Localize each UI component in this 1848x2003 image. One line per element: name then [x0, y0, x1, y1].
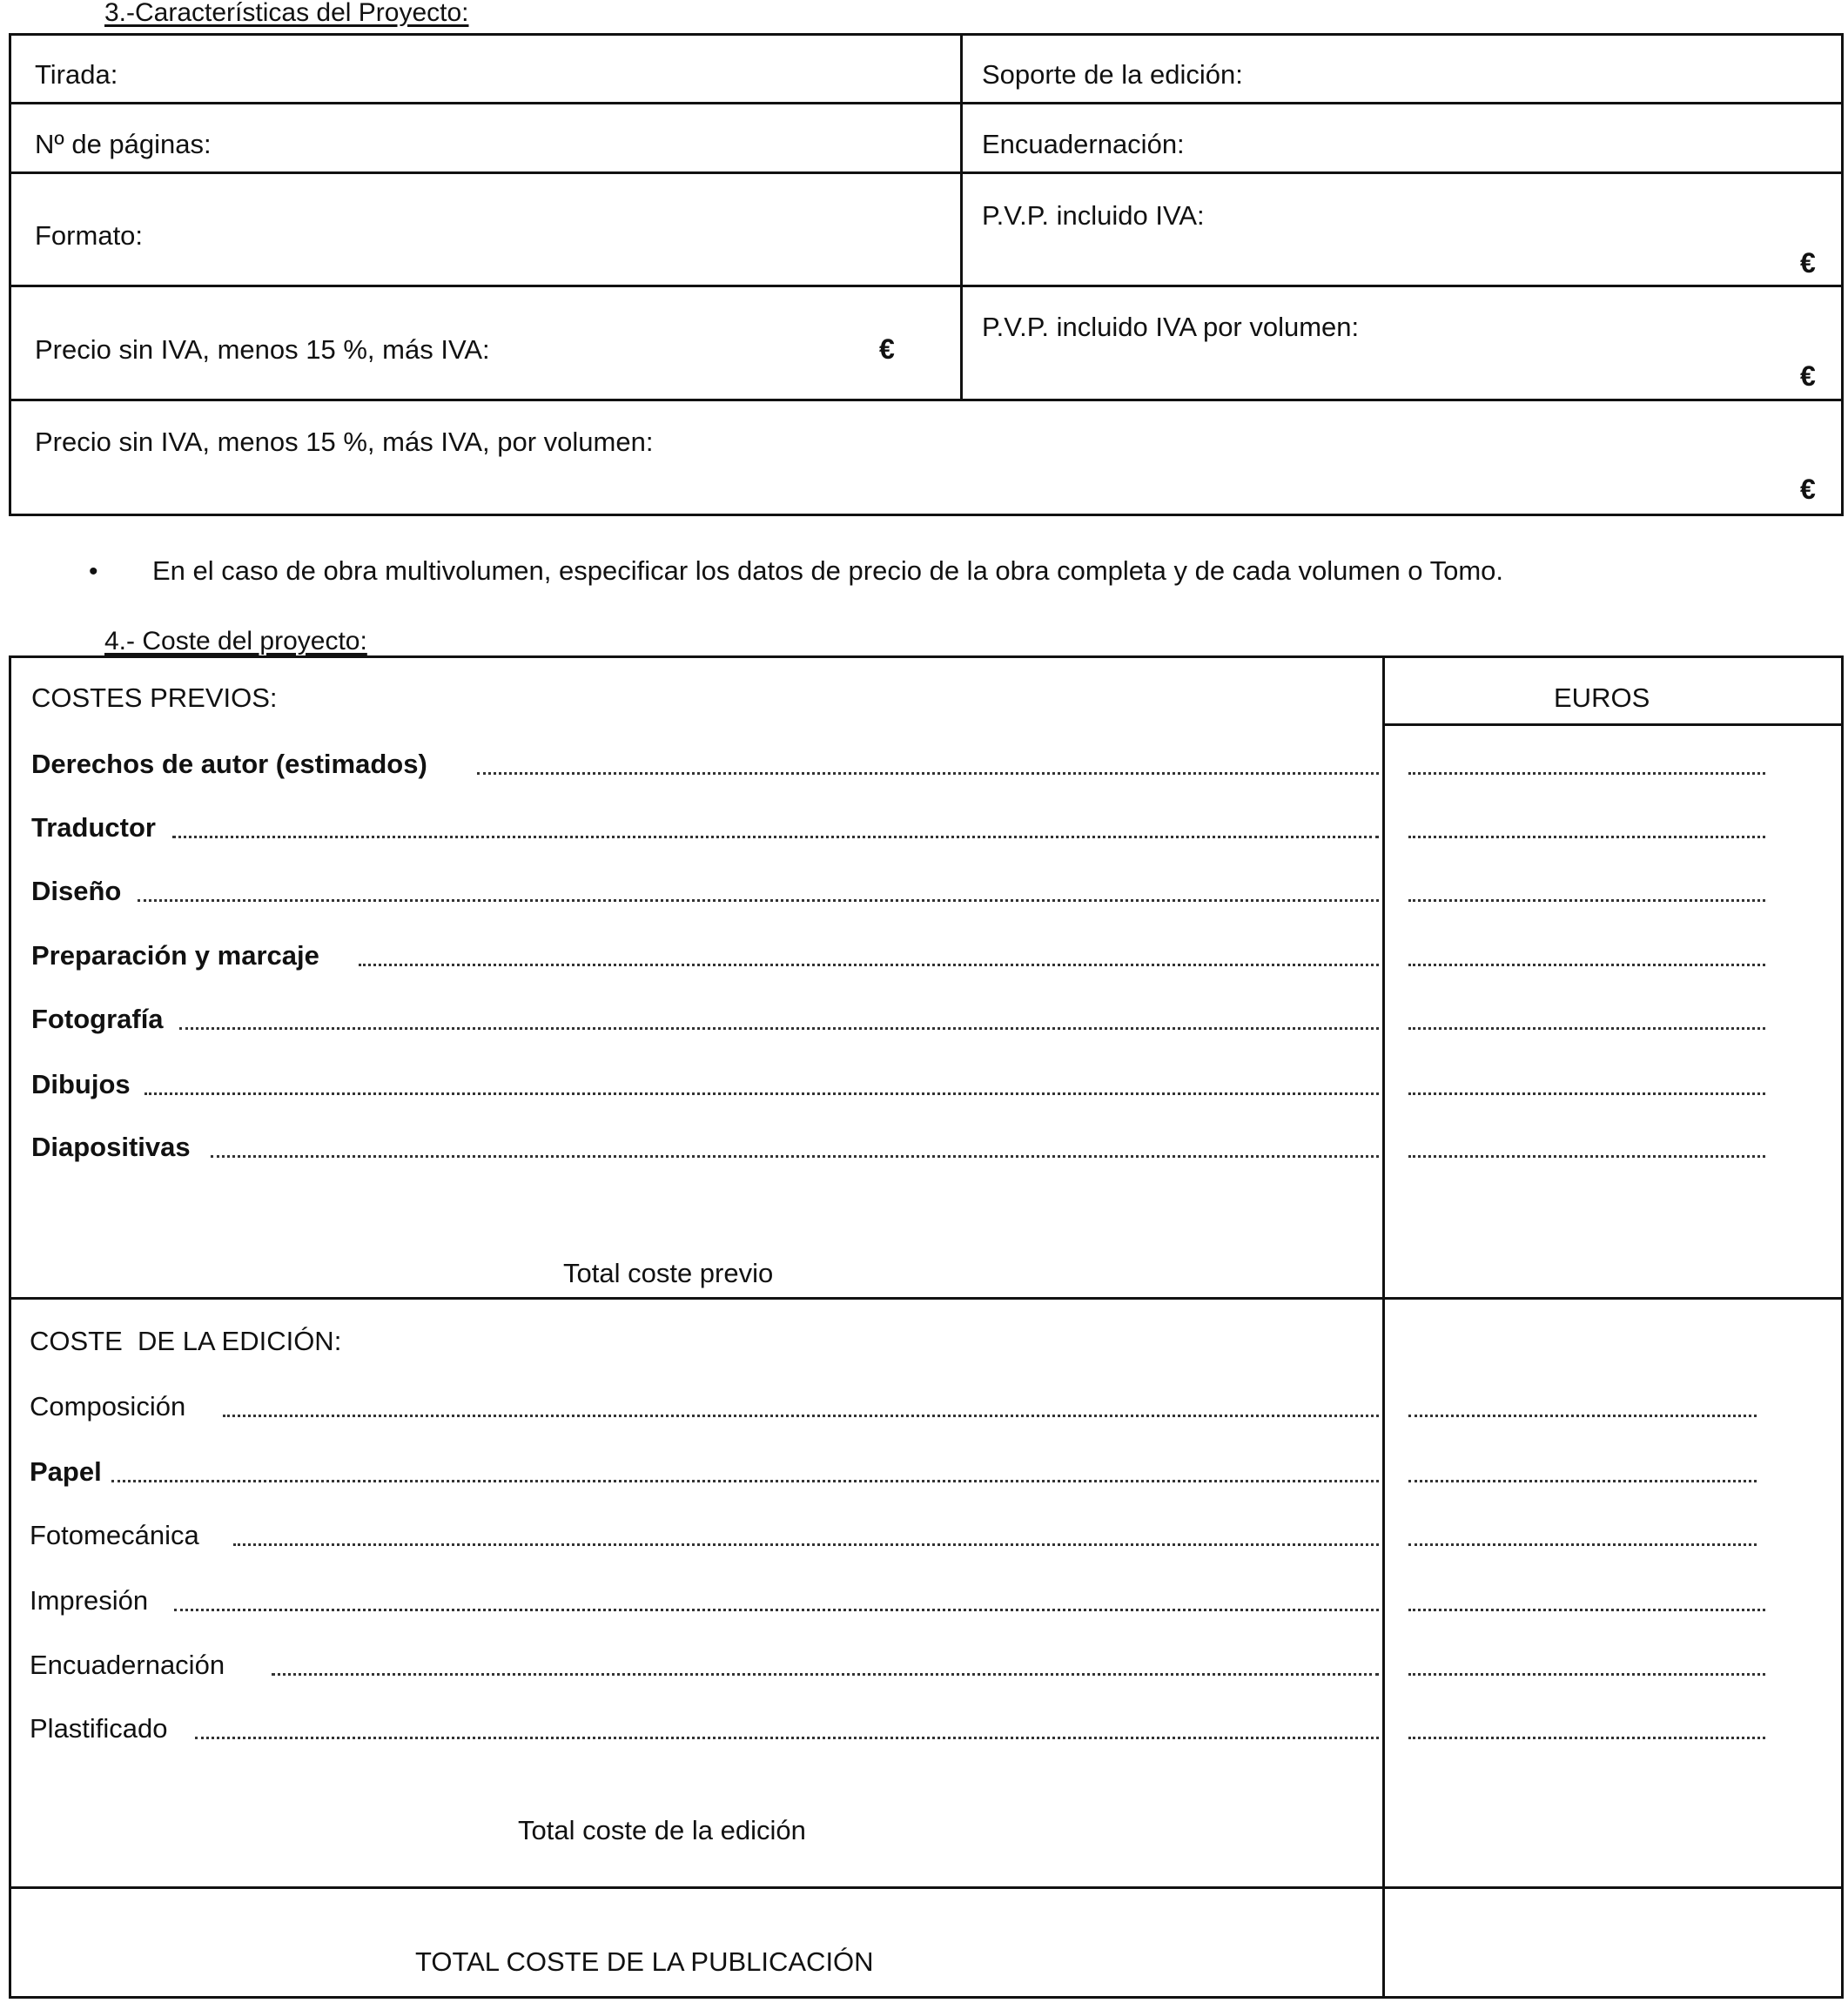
edition-item-composicion-leader [223, 1415, 1379, 1417]
row-line-3 [9, 285, 1844, 287]
cost-item-diapositivas-leader [211, 1155, 1379, 1158]
total-coste-edicion: Total coste de la edición [518, 1815, 806, 1845]
edition-item-composicion-euro-field[interactable] [1408, 1415, 1757, 1417]
soporte-label: Soporte de la edición: [982, 59, 1243, 90]
edition-item-fotomecanica: Fotomecánica [30, 1520, 199, 1550]
cost-table-divider [1382, 655, 1385, 1999]
cost-item-derechos: Derechos de autor (estimados) [31, 749, 427, 779]
cost-item-fotografia-leader [179, 1027, 1379, 1030]
paginas-label: Nº de páginas: [35, 129, 212, 159]
multivolume-note: En el caso de obra multivolumen, especificar los datos de precio de la obra completa y de cada volumen o Tomo. [152, 555, 1504, 586]
edition-item-fotomecanica-leader [233, 1543, 1379, 1546]
precio-euro: € [879, 333, 895, 365]
row-line-1 [9, 102, 1844, 104]
euros-header: EUROS [1554, 682, 1650, 713]
pvp-volumen-euro: € [1800, 360, 1816, 392]
row-line-2 [9, 171, 1844, 174]
total-coste-publicacion: TOTAL COSTE DE LA PUBLICACIÓN [415, 1946, 874, 1977]
encuadernacion-label: Encuadernación: [982, 129, 1185, 159]
pvp-volumen-label: P.V.P. incluido IVA por volumen: [982, 312, 1360, 342]
cost-item-traductor-euro-field[interactable] [1408, 836, 1765, 838]
costes-previos-heading: COSTES PREVIOS: [31, 682, 278, 713]
cost-item-diseno-leader [138, 899, 1379, 902]
cost-item-derechos-leader [477, 772, 1379, 775]
edition-item-fotomecanica-euro-field[interactable] [1408, 1543, 1757, 1546]
edition-item-papel-euro-field[interactable] [1408, 1480, 1757, 1482]
cost-item-derechos-euro-field[interactable] [1408, 772, 1765, 775]
row-line-4 [9, 399, 1844, 401]
cost-item-dibujos-leader [144, 1092, 1379, 1095]
pvp-label: P.V.P. incluido IVA: [982, 200, 1205, 231]
edition-item-plastificado: Plastificado [30, 1713, 168, 1744]
cost-item-fotografia: Fotografía [31, 1004, 164, 1034]
edition-item-impresion-leader [174, 1609, 1379, 1611]
pvp-euro: € [1800, 247, 1816, 279]
costes-previos-bottom-line [9, 1297, 1844, 1300]
cost-item-dibujos-euro-field[interactable] [1408, 1092, 1765, 1095]
coste-edicion-heading: COSTE DE LA EDICIÓN: [30, 1326, 342, 1356]
characteristics-divider [960, 33, 963, 401]
precio-label: Precio sin IVA, menos 15 %, más IVA: [35, 334, 490, 365]
cost-item-dibujos: Dibujos [31, 1069, 131, 1099]
formato-label: Formato: [35, 220, 144, 251]
edition-item-encuadernacion-leader [272, 1673, 1379, 1676]
coste-edicion-bottom-line [9, 1886, 1844, 1889]
edition-item-plastificado-euro-field[interactable] [1408, 1737, 1765, 1739]
cost-item-preparacion: Preparación y marcaje [31, 940, 319, 971]
section3-title: 3.-Características del Proyecto: [104, 0, 469, 27]
euros-header-line [1382, 723, 1844, 726]
cost-item-traductor: Traductor [31, 812, 156, 843]
cost-item-preparacion-euro-field[interactable] [1408, 964, 1765, 966]
edition-item-encuadernacion-euro-field[interactable] [1408, 1673, 1765, 1676]
edition-item-impresion-euro-field[interactable] [1408, 1609, 1765, 1611]
edition-item-encuadernacion: Encuadernación [30, 1650, 225, 1680]
total-coste-previo: Total coste previo [563, 1258, 774, 1288]
cost-item-diapositivas: Diapositivas [31, 1132, 191, 1162]
cost-item-traductor-leader [172, 836, 1379, 838]
cost-item-diseno: Diseño [31, 876, 122, 906]
note-bullet: • [89, 557, 98, 586]
precio-volumen-euro: € [1800, 474, 1816, 505]
cost-item-diseno-euro-field[interactable] [1408, 899, 1765, 902]
cost-item-diapositivas-euro-field[interactable] [1408, 1155, 1765, 1158]
section4-title: 4.- Coste del proyecto: [104, 627, 367, 655]
edition-item-plastificado-leader [195, 1737, 1379, 1739]
precio-volumen-label: Precio sin IVA, menos 15 %, más IVA, por volumen: [35, 427, 654, 457]
edition-item-papel-leader [111, 1480, 1379, 1482]
edition-item-composicion: Composición [30, 1391, 186, 1422]
edition-item-impresion: Impresión [30, 1585, 149, 1616]
cost-item-preparacion-leader [359, 964, 1379, 966]
cost-item-fotografia-euro-field[interactable] [1408, 1027, 1765, 1030]
edition-item-papel: Papel [30, 1456, 102, 1487]
tirada-label: Tirada: [35, 59, 118, 90]
